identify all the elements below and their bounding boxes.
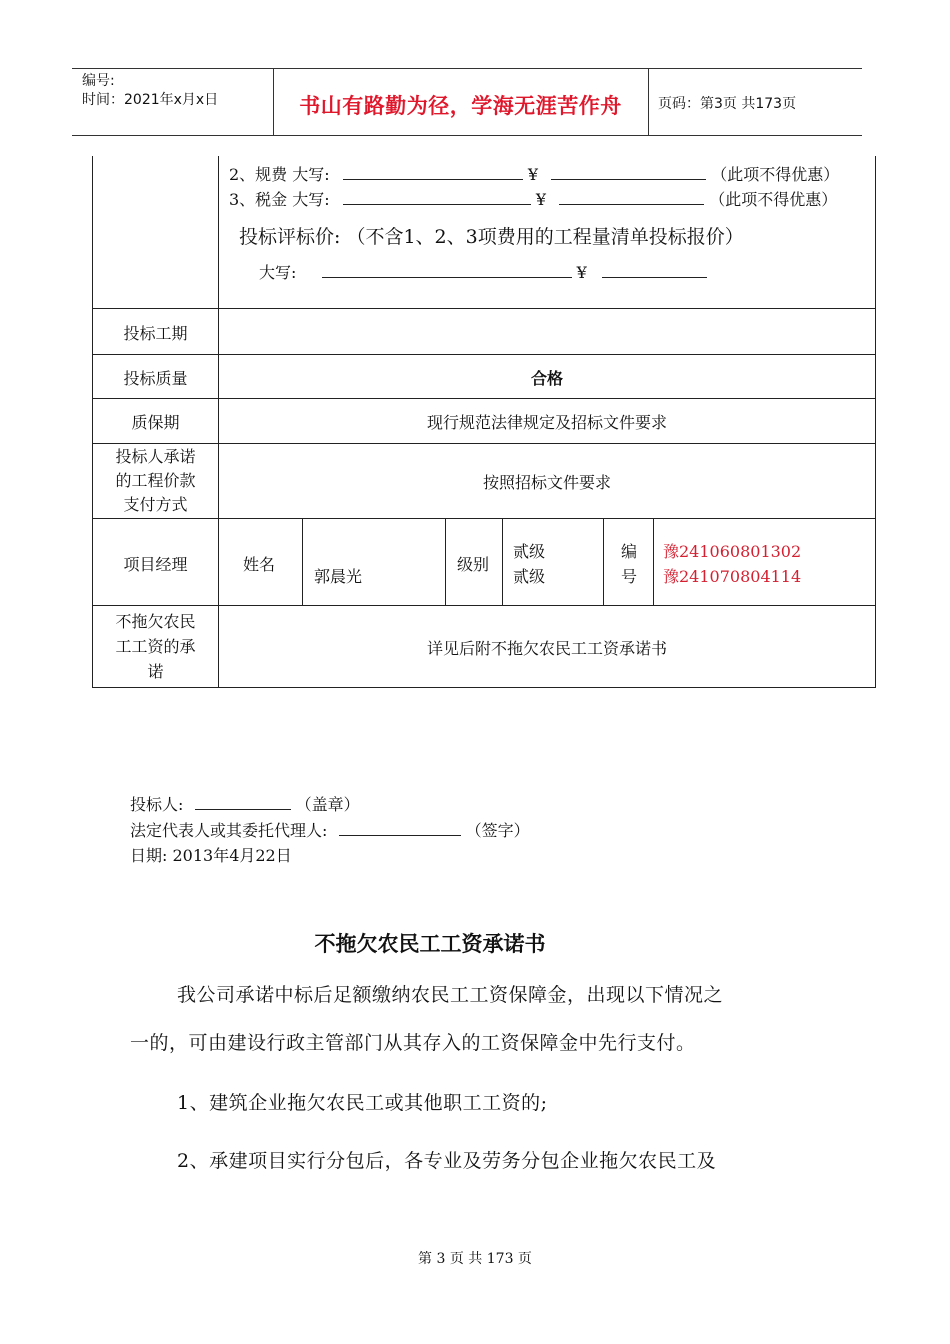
capital-label: 大写: xyxy=(259,263,297,282)
code-label-line: 号 xyxy=(621,567,638,586)
name-label: 姓名 xyxy=(243,555,276,574)
cert-code: 豫241070804114 xyxy=(663,567,802,586)
header-page: 页码：第3页 共173页 xyxy=(658,96,797,112)
payment-label-line: 支付方式 xyxy=(123,495,188,514)
period-label: 投标工期 xyxy=(123,324,188,343)
letter-paragraph-line: 一的，可由建设行政主管部门从其存入的工资保障金中先行支付。 xyxy=(130,1032,696,1054)
tax-blank xyxy=(343,190,531,205)
capital-amount-blank xyxy=(602,263,707,278)
seal-note: （盖章） xyxy=(295,795,360,814)
code-label xyxy=(621,539,637,589)
level-value: 贰级 xyxy=(513,567,546,586)
row-divider xyxy=(93,443,875,444)
letter-item: 1、建筑企业拖欠农民工或其他职工工资的; xyxy=(177,1092,548,1114)
rep-blank xyxy=(339,821,461,836)
row-divider xyxy=(93,518,875,519)
wage-label-line: 不拖欠农民 xyxy=(115,612,196,631)
row-divider xyxy=(93,398,875,399)
tax-amount-blank xyxy=(559,190,704,205)
column-divider xyxy=(502,518,503,605)
yen-sign: ¥ xyxy=(535,190,547,209)
bidder-label: 投标人: xyxy=(130,795,184,814)
wage-value: 详见后附不拖欠农民工工资承诺书 xyxy=(426,639,667,658)
payment-label-line: 投标人承诺 xyxy=(115,447,196,466)
cert-codes xyxy=(663,539,801,589)
yen-sign: ¥ xyxy=(527,165,539,184)
no-discount-note: （此项不得优惠） xyxy=(711,165,840,184)
fee-amount-blank xyxy=(551,165,706,180)
level-values xyxy=(513,539,545,589)
bidder-line xyxy=(130,792,360,815)
rep-line xyxy=(130,818,530,841)
payment-label-line: 的工程价款 xyxy=(115,471,196,490)
quality-label: 投标质量 xyxy=(123,369,188,388)
date-line: 日期: 2013年4月22日 xyxy=(130,846,292,865)
sign-note: （签字） xyxy=(465,821,530,840)
fee-label: 2、规费 大写: xyxy=(229,165,330,184)
header-bottom-rule xyxy=(72,135,862,136)
warranty-label: 质保期 xyxy=(131,413,180,432)
bid-table xyxy=(92,156,876,688)
letter-paragraph-line: 我公司承诺中标后足额缴纳农民工工资保障金，出现以下情况之 xyxy=(177,984,724,1006)
header-meta xyxy=(82,72,218,110)
code-label-line: 编 xyxy=(621,542,638,561)
page-footer: 第 3 页 共 173 页 xyxy=(418,1251,532,1267)
wage-label-line: 工工资的承 xyxy=(115,637,196,656)
yen-sign: ¥ xyxy=(576,263,587,282)
bidder-blank xyxy=(195,795,291,810)
level-value: 贰级 xyxy=(513,542,546,561)
letter-title: 不拖欠农民工工资承诺书 xyxy=(314,931,546,956)
header-time: 时间：2021年x月x日 xyxy=(82,92,219,108)
row-divider xyxy=(93,354,875,355)
cert-code: 豫241060801302 xyxy=(663,542,802,561)
capital-blank xyxy=(322,263,572,278)
pm-label: 项目经理 xyxy=(123,555,188,574)
payment-label xyxy=(93,445,218,517)
column-divider xyxy=(603,518,604,605)
column-divider xyxy=(445,518,446,605)
wage-label-line: 诺 xyxy=(147,662,164,681)
rep-label: 法定代表人或其委托代理人: xyxy=(130,821,328,840)
tax-line xyxy=(229,187,837,210)
header-motto: 书山有路勤为径，学海无涯苦作舟 xyxy=(299,94,622,118)
tax-label: 3、税金 大写: xyxy=(229,190,330,209)
header-top-rule xyxy=(72,68,862,69)
capital-line xyxy=(259,260,707,283)
column-divider xyxy=(653,518,654,605)
letter-item: 2、承建项目实行分包后，各专业及劳务分包企业拖欠农民工及 xyxy=(177,1150,717,1172)
payment-value: 按照招标文件要求 xyxy=(482,473,611,492)
row-divider xyxy=(93,605,875,606)
no-discount-note: （此项不得优惠） xyxy=(709,190,838,209)
header-number: 编号: xyxy=(82,73,115,89)
warranty-value: 现行规范法律规定及招标文件要求 xyxy=(426,413,667,432)
header-divider xyxy=(648,68,649,135)
fee-blank xyxy=(343,165,523,180)
name-value: 郭晨光 xyxy=(314,567,363,586)
row-divider xyxy=(93,308,875,309)
eval-price: 投标评标价: （不含1、2、3项费用的工程量清单投标报价） xyxy=(239,226,744,248)
level-label: 级别 xyxy=(457,555,490,574)
fee-line xyxy=(229,162,839,185)
column-divider xyxy=(302,518,303,605)
wage-label xyxy=(93,609,218,684)
quality-value: 合格 xyxy=(530,369,563,388)
